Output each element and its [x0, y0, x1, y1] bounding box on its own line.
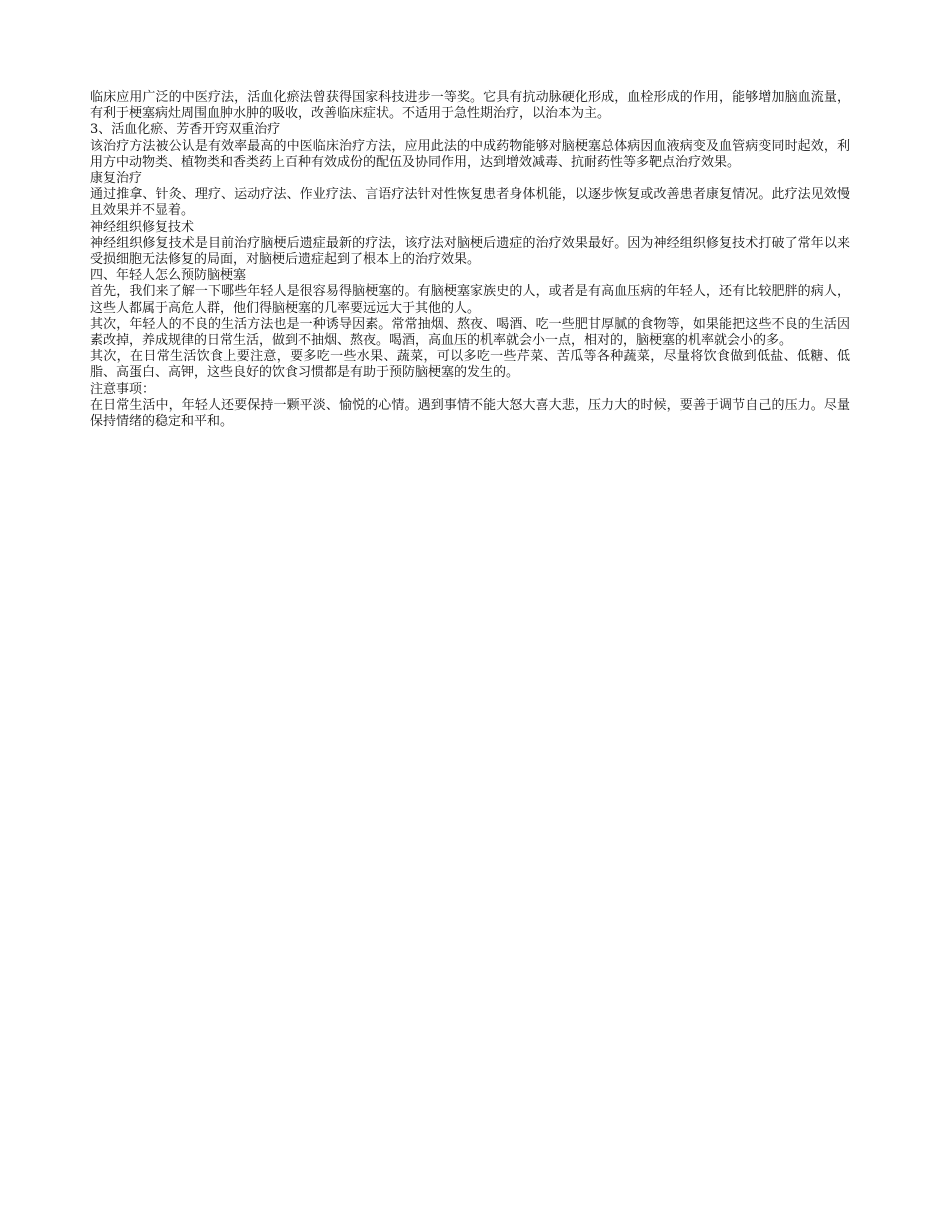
- heading-rehabilitation: 康复治疗: [90, 171, 143, 187]
- paragraph-blood-stasis-therapy: 临床应用广泛的中医疗法，活血化瘀法曾获得国家科技进步一等奖。它具有抗动脉硬化形成，血栓形成的作用，能够增加脑血流量，有利于梗塞病灶周围血肿水肿的吸收，改善临床症状。不适用于急性期治疗，以治本为主。: [90, 90, 850, 122]
- document-body: [90, 90, 850, 430]
- heading-prevention: 四、年轻人怎么预防脑梗塞: [90, 268, 247, 284]
- paragraph-diet: 其次，在日常生活饮食上要注意，要多吃一些水果、蔬菜，可以多吃一些芹菜、苦瓜等各种蔬菜，尽量将饮食做到低盐、低糖、低脂、高蛋白、高钾，这些良好的饮食习惯都是有助于预防脑梗塞的发生的。: [90, 349, 850, 381]
- paragraph-rehabilitation: 通过推拿、针灸、理疗、运动疗法、作业疗法、言语疗法针对性恢复患者身体机能，以逐步恢复或改善患者康复情况。此疗法见效慢且效果并不显着。: [90, 187, 850, 219]
- heading-notes: 注意事项：: [90, 381, 156, 397]
- paragraph-dual-therapy: 该治疗方法被公认是有效率最高的中医临床治疗方法，应用此法的中成药物能够对脑梗塞总体病因血液病变及血管病变同时起效，利用方中动物类、植物类和香类药上百种有效成份的配伍及协同作用，达到增效减毒、抗耐药性等多靶点治疗效果。: [90, 138, 850, 170]
- paragraph-lifestyle: 其次，年轻人的不良的生活方法也是一种诱导因素。常常抽烟、熬夜、喝酒、吃一些肥甘厚腻的食物等，如果能把这些不良的生活因素改掉，养成规律的日常生活，做到不抽烟、熬夜。喝酒，高血压的机率就会小一点，相对的，脑梗塞的机率就会小的多。: [90, 316, 850, 349]
- heading-dual-therapy: 3、活血化瘀、芳香开窍双重治疗: [90, 122, 281, 138]
- paragraph-mood: 在日常生活中，年轻人还要保持一颗平淡、愉悦的心情。遇到事情不能大怒大喜大悲，压力大的时候，要善于调节自己的压力。尽量保持情绪的稳定和平和。: [90, 397, 850, 430]
- heading-nerve-repair: 神经组织修复技术: [90, 219, 195, 235]
- paragraph-nerve-repair: 神经组织修复技术是目前治疗脑梗后遗症最新的疗法，该疗法对脑梗后遗症的治疗效果最好。因为神经组织修复技术打破了常年以来受损细胞无法修复的局面，对脑梗后遗症起到了根本上的治疗效果。: [90, 235, 850, 268]
- paragraph-high-risk-groups: 首先，我们来了解一下哪些年轻人是很容易得脑梗塞的。有脑梗塞家族史的人，或者是有高血压病的年轻人，还有比较肥胖的病人，这些人都属于高危人群，他们得脑梗塞的几率要远远大于其他的人。: [90, 284, 850, 316]
